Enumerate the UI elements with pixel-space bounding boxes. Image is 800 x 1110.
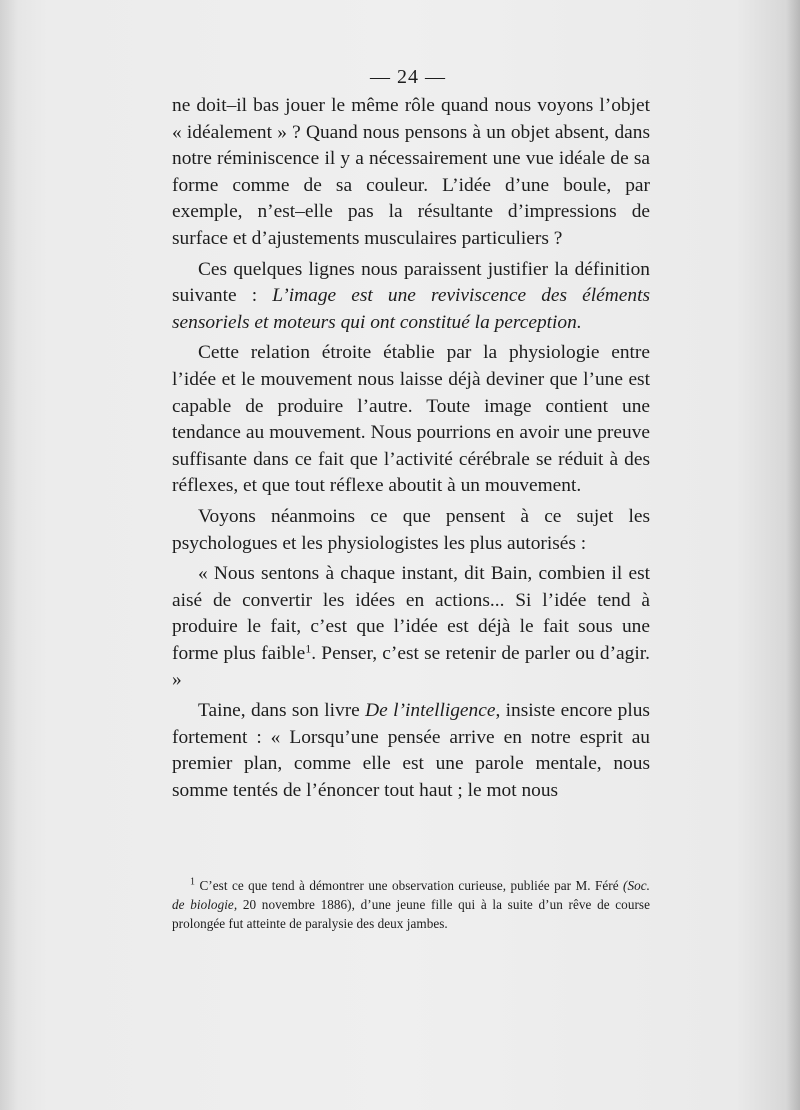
- footnote-1-lead: C’est ce que tend à démontrer une observation curieuse, publiée par M. Féré: [195, 878, 624, 893]
- footnote-mark: 1: [190, 876, 196, 888]
- footnotes: [172, 876, 650, 933]
- main-text: [172, 93, 650, 808]
- paragraph-5: [172, 561, 650, 694]
- paragraph-3-text: Cette relation étroite établie par la physiologie entre l’idée et le mouvement nous laisse déjà deviner que l’une est capable de produire l’autre. Toute image contient une tendance au mouvement. Nous pourrions en avoir une preuve suffisante dans ce fait que l’activité cérébrale se réduit à des réflexes, et que tout réflexe aboutit à un mouvement.: [172, 342, 650, 497]
- definition-italic: L’image est une reviviscence des éléments sensoriels et moteurs qui ont constitué la perception.: [172, 285, 650, 333]
- footnote-1: [172, 876, 650, 933]
- paragraph-6: [172, 698, 650, 804]
- paragraph-6-lead: Taine, dans son livre: [198, 700, 366, 722]
- footnote-reference[interactable]: 1: [305, 641, 312, 656]
- paragraph-3: [172, 340, 650, 500]
- paragraph-6-tail: , insiste encore plus fortement : « Lorsqu’une pensée arrive en notre esprit au premier plan, comme elle est une parole mentale, nous somme tentés de l’énoncer tout haut ; le mot nous: [172, 700, 650, 801]
- paragraph-5-lead: « Nous sentons à chaque instant, dit Bain, combien il est aisé de convertir les idées en actions... Si l’idée tend à produire le fait, c’est que l’idée est déjà le fait sous une forme plus faible: [172, 563, 650, 664]
- page-number: — 24 —: [370, 66, 446, 88]
- paragraph-5-tail: . Penser, c’est se retenir de parler ou d’agir. »: [172, 642, 650, 691]
- book-title-italic: De l’intelligence: [365, 700, 496, 722]
- paragraph-4: [172, 504, 650, 557]
- footnote-1-tail: 20 novembre 1886), d’une jeune fille qui à la suite d’un rêve de course prolongée fut atteinte de paralysie des deux jambes.: [172, 897, 650, 931]
- paragraph-2-lead: Ces quelques lignes nous paraissent justifier la définition suivante :: [172, 258, 650, 307]
- paragraph-2: [172, 257, 650, 337]
- page-shadow-right: [786, 0, 800, 1110]
- page-shadow-left: [0, 0, 18, 1110]
- footnote-1-italic: (Soc. de biologie,: [172, 878, 650, 912]
- paragraph-4-text: Voyons néanmoins ce que pensent à ce sujet les psychologues et les physiologistes les plus autorisés :: [172, 505, 650, 554]
- paragraph-1: [172, 93, 650, 253]
- paragraph-1-text: ne doit–il bas jouer le même rôle quand nous voyons l’objet « idéalement » ? Quand nous pensons à un objet absent, dans notre réminiscence il y a nécessairement une vue idéale de sa forme comme de sa couleur. L’idée d’une boule, par exemple, n’est–elle pas la résultante d’impressions de surface et d’ajustements musculaires particuliers ?: [172, 95, 650, 249]
